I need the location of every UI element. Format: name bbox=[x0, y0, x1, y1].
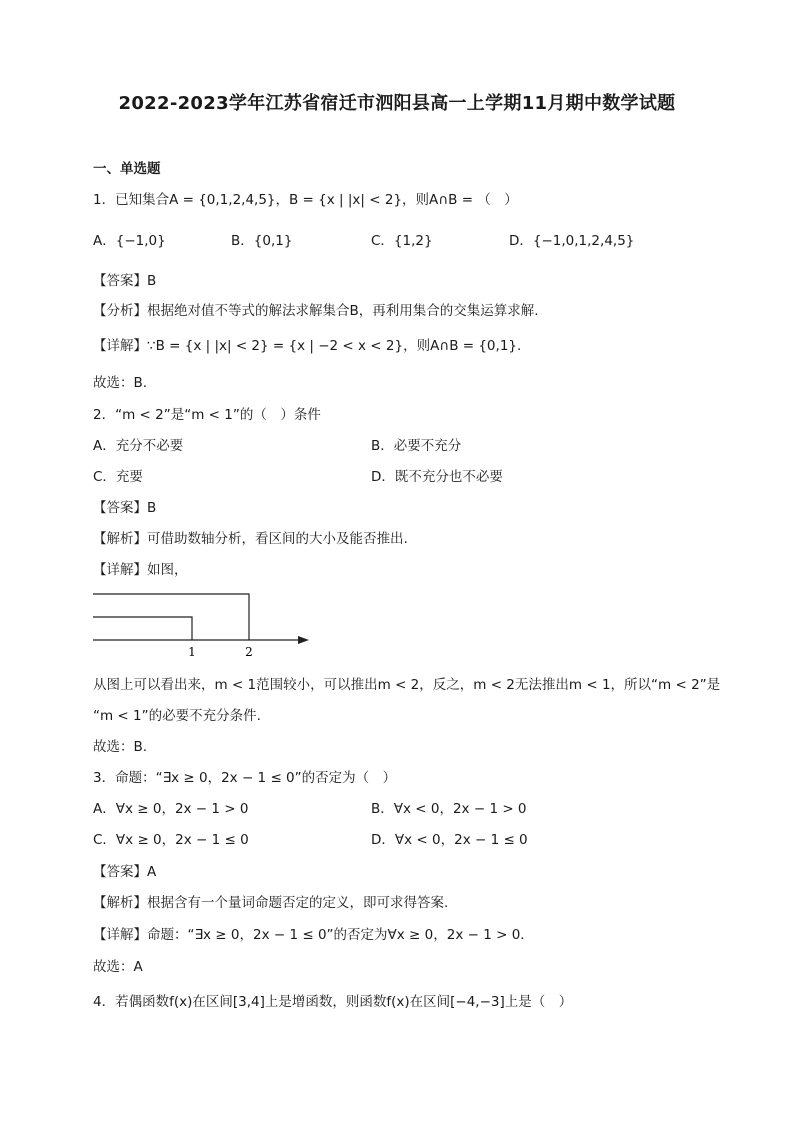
q1-option-c: C．{1,2} bbox=[371, 233, 433, 249]
axis-arrow bbox=[298, 636, 309, 644]
q3-option-c: C．∀x ≥ 0，2x − 1 ≤ 0 bbox=[93, 832, 249, 848]
tick-label-1: 1 bbox=[188, 645, 196, 659]
q1-option-b: B．{0,1} bbox=[231, 233, 293, 249]
q1-option-d: D．{−1,0,1,2,4,5} bbox=[509, 233, 635, 249]
q1-option-a: A．{−1,0} bbox=[93, 233, 166, 249]
q3-option-d: D．∀x < 0，2x − 1 ≤ 0 bbox=[371, 832, 528, 848]
q3-detail: 【详解】命题：“∃x ≥ 0，2x − 1 ≤ 0”的否定为∀x ≥ 0，2x − 1 > 0. bbox=[93, 927, 525, 943]
section-heading: 一、单选题 bbox=[93, 161, 161, 177]
q4-stem: 4．若偶函数f(x)在区间[3,4]上是增函数，则函数f(x)在区间[−4,−3]上是（ ） bbox=[93, 994, 573, 1010]
q1-analysis: 【分析】根据绝对值不等式的解法求解集合B，再利用集合的交集运算求解. bbox=[93, 303, 539, 319]
q3-option-a: A．∀x ≥ 0，2x − 1 > 0 bbox=[93, 801, 249, 817]
tick-label-2: 2 bbox=[245, 645, 253, 659]
q3-analysis: 【解析】根据含有一个量词命题否定的定义，即可求得答案. bbox=[93, 895, 449, 911]
q2-choice: 故选：B. bbox=[93, 739, 148, 755]
q3-stem: 3．命题：“∃x ≥ 0，2x − 1 ≤ 0”的否定为（ ） bbox=[93, 770, 397, 786]
q2-explain-line1: 从图上可以看出来，m < 1范围较小，可以推出m < 2，反之，m < 2无法推出m < 1，所以“m < 2”是 bbox=[93, 677, 721, 693]
q2-analysis: 【解析】可借助数轴分析，看区间的大小及能否推出. bbox=[93, 531, 408, 547]
q1-detail: 【详解】∵B = {x | |x| < 2} = {x | −2 < x < 2}，则A∩B = {0,1}. bbox=[93, 338, 522, 354]
q2-explain-line2: “m < 1”的必要不充分条件. bbox=[93, 708, 261, 724]
range-m-less-1 bbox=[93, 617, 192, 640]
q1-stem: 1．已知集合A = {0,1,2,4,5}，B = {x | |x| < 2}，则A∩B = （ ） bbox=[93, 192, 518, 208]
q2-option-b: B．必要不充分 bbox=[371, 438, 462, 454]
q3-choice: 故选：A bbox=[93, 959, 143, 975]
number-line-figure bbox=[93, 590, 323, 660]
page-title: 2022-2023学年江苏省宿迁市泗阳县高一上学期11月期中数学试题 bbox=[118, 93, 676, 114]
q2-answer: 【答案】B bbox=[93, 500, 157, 516]
q1-answer: 【答案】B bbox=[93, 273, 157, 289]
q2-option-a: A．充分不必要 bbox=[93, 438, 184, 454]
q3-answer: 【答案】A bbox=[93, 864, 157, 880]
q1-choice: 故选：B. bbox=[93, 375, 148, 391]
q2-detail: 【详解】如图， bbox=[93, 562, 188, 578]
q2-option-c: C．充要 bbox=[93, 469, 143, 485]
q3-option-b: B．∀x < 0，2x − 1 > 0 bbox=[371, 801, 527, 817]
q2-stem: 2．“m < 2”是“m < 1”的（ ）条件 bbox=[93, 407, 321, 423]
q2-option-d: D．既不充分也不必要 bbox=[371, 469, 503, 485]
